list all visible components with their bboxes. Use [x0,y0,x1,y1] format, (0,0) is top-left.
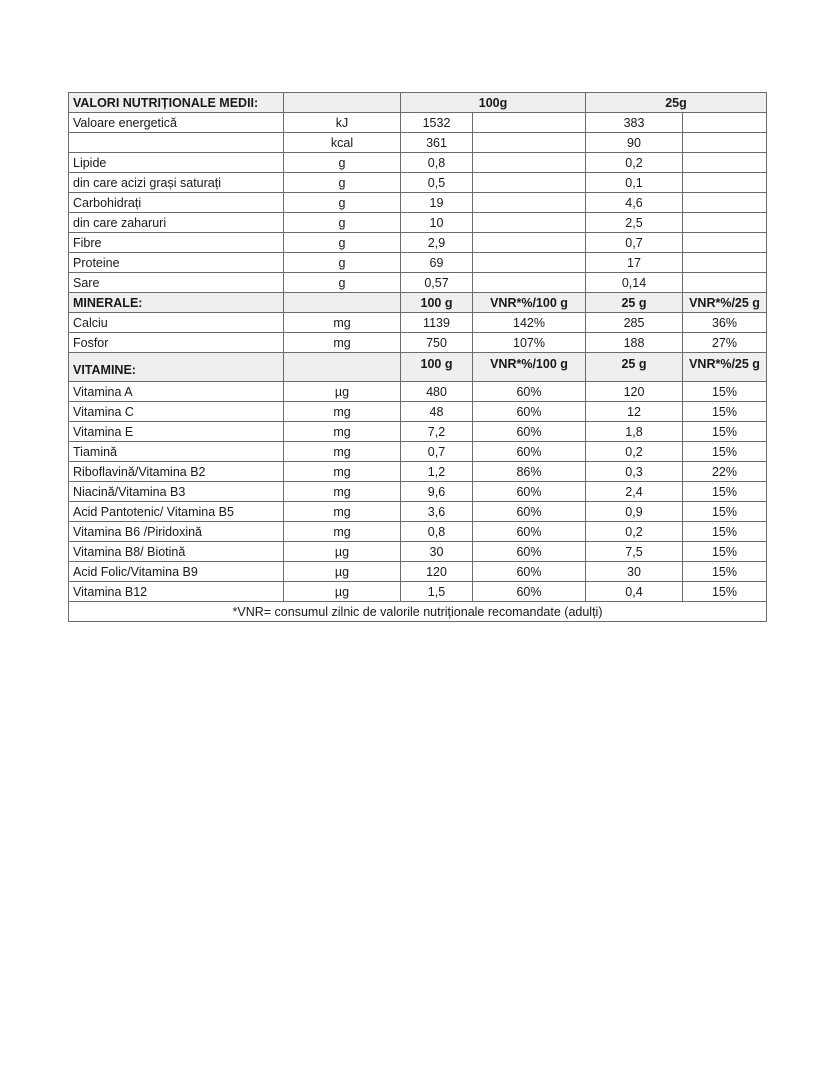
vitamin-value-100g: 3,6 [401,502,473,522]
empty-cell [473,253,586,273]
vitamin-vnr-25g: 15% [683,402,767,422]
unit-header [284,93,401,113]
vitamin-value-25g: 1,8 [586,422,683,442]
vitamin-value-100g: 9,6 [401,482,473,502]
vitamin-value-100g: 1,2 [401,462,473,482]
empty-cell [473,173,586,193]
vitamin-row [69,562,767,582]
nutrient-unit: g [284,173,401,193]
vitamin-vnr-25g: 15% [683,382,767,402]
vitamin-value-25g: 7,5 [586,542,683,562]
vitamin-vnr-25g: 15% [683,522,767,542]
col-header-25g: 25 g [586,293,683,313]
vitamin-vnr-100g: 60% [473,542,586,562]
vitamin-vnr-100g: 60% [473,522,586,542]
nutrient-name: Valoare energetică [69,113,284,133]
col-header-vnr-100g: VNR*%/100 g [473,293,586,313]
col-header-100g: 100 g [401,353,473,382]
mineral-vnr-25g: 27% [683,333,767,353]
mineral-title: MINERALE: [69,293,284,313]
table-title: VALORI NUTRIȚIONALE MEDII: [69,93,284,113]
nutrient-name: din care acizi grași saturați [69,173,284,193]
nutrient-value-25g: 383 [586,113,683,133]
vitamin-vnr-25g: 15% [683,502,767,522]
mineral-row [69,313,767,333]
vitamin-unit: mg [284,422,401,442]
empty-cell [473,273,586,293]
vitamin-name: Acid Folic/Vitamina B9 [69,562,284,582]
mineral-value-25g: 188 [586,333,683,353]
vitamin-name: Vitamina B6 /Piridoxină [69,522,284,542]
vitamin-row [69,542,767,562]
vitamin-vnr-25g: 15% [683,542,767,562]
vitamin-unit: mg [284,462,401,482]
vitamin-vnr-25g: 15% [683,422,767,442]
mineral-name: Calciu [69,313,284,333]
vitamin-row [69,442,767,462]
nutrient-name: Lipide [69,153,284,173]
nutrient-value-25g: 0,7 [586,233,683,253]
col-header-25g: 25g [586,93,767,113]
vitamin-value-25g: 0,2 [586,522,683,542]
vitamin-unit: mg [284,402,401,422]
mineral-value-100g: 1139 [401,313,473,333]
nutrient-value-100g: 19 [401,193,473,213]
empty-cell [683,273,767,293]
vitamin-value-25g: 0,2 [586,442,683,462]
empty-cell [473,213,586,233]
vitamin-row [69,522,767,542]
vitamin-unit: mg [284,442,401,462]
mineral-vnr-100g: 142% [473,313,586,333]
empty-cell [473,113,586,133]
vitamin-value-100g: 7,2 [401,422,473,442]
vitamin-unit: mg [284,482,401,502]
empty-cell [473,153,586,173]
vitamin-vnr-100g: 60% [473,502,586,522]
vitamin-header-row [69,353,767,382]
vitamin-unit: mg [284,502,401,522]
nutrient-name: Carbohidrați [69,193,284,213]
col-header-vnr-25g: VNR*%/25 g [683,353,767,382]
nutrient-value-100g: 361 [401,133,473,153]
vitamin-name: Vitamina C [69,402,284,422]
col-header-100g: 100 g [401,293,473,313]
mineral-header-row [69,293,767,313]
vitamin-vnr-100g: 60% [473,562,586,582]
vitamin-row [69,482,767,502]
vitamin-unit: µg [284,562,401,582]
vitamin-value-25g: 0,4 [586,582,683,602]
vitamin-name: Vitamina A [69,382,284,402]
vitamin-row [69,502,767,522]
nutrient-value-100g: 69 [401,253,473,273]
nutrient-row [69,253,767,273]
empty-cell [683,213,767,233]
vitamin-vnr-25g: 15% [683,582,767,602]
vitamin-name: Tiamină [69,442,284,462]
vitamin-vnr-100g: 86% [473,462,586,482]
empty-cell [683,233,767,253]
vitamin-value-100g: 0,8 [401,522,473,542]
nutrient-row [69,133,767,153]
nutrient-row [69,113,767,133]
vitamin-row [69,462,767,482]
vitamin-value-25g: 0,3 [586,462,683,482]
vitamin-row [69,582,767,602]
vitamin-name: Acid Pantotenic/ Vitamina B5 [69,502,284,522]
vitamin-row [69,422,767,442]
mineral-vnr-100g: 107% [473,333,586,353]
vitamin-vnr-100g: 60% [473,442,586,462]
vitamin-name: Vitamina B8/ Biotină [69,542,284,562]
nutrient-value-100g: 0,57 [401,273,473,293]
nutrient-value-100g: 10 [401,213,473,233]
nutrient-name [69,133,284,153]
vitamin-title: VITAMINE: [69,353,284,382]
nutrient-name: Proteine [69,253,284,273]
col-header-100g: 100g [401,93,586,113]
nutrition-table [68,92,767,622]
mineral-name: Fosfor [69,333,284,353]
vitamin-name: Vitamina B12 [69,582,284,602]
vitamin-vnr-25g: 15% [683,562,767,582]
nutrient-unit: g [284,193,401,213]
empty-cell [683,133,767,153]
vitamin-value-25g: 12 [586,402,683,422]
vitamin-value-100g: 0,7 [401,442,473,462]
vitamin-vnr-25g: 15% [683,442,767,462]
nutrient-value-25g: 90 [586,133,683,153]
vitamin-unit: µg [284,382,401,402]
col-header-vnr-100g: VNR*%/100 g [473,353,586,382]
empty-cell [683,153,767,173]
empty-cell [683,253,767,273]
vitamin-name: Vitamina E [69,422,284,442]
vitamin-vnr-100g: 60% [473,382,586,402]
vitamin-vnr-100g: 60% [473,422,586,442]
nutrient-value-25g: 2,5 [586,213,683,233]
vitamin-value-100g: 30 [401,542,473,562]
nutrient-name: din care zaharuri [69,213,284,233]
vitamin-value-100g: 480 [401,382,473,402]
empty-cell [473,133,586,153]
mineral-vnr-25g: 36% [683,313,767,333]
nutrient-value-100g: 1532 [401,113,473,133]
empty-cell [284,353,401,382]
vitamin-value-25g: 120 [586,382,683,402]
nutrient-row [69,213,767,233]
nutrient-value-100g: 0,8 [401,153,473,173]
nutrient-unit: kJ [284,113,401,133]
nutrient-value-25g: 0,14 [586,273,683,293]
nutrient-unit: g [284,253,401,273]
vitamin-value-25g: 0,9 [586,502,683,522]
nutrient-name: Fibre [69,233,284,253]
mineral-value-25g: 285 [586,313,683,333]
nutrient-row [69,153,767,173]
nutrient-unit: g [284,213,401,233]
vitamin-value-100g: 120 [401,562,473,582]
nutrient-unit: g [284,233,401,253]
col-header-25g: 25 g [586,353,683,382]
vitamin-value-25g: 2,4 [586,482,683,502]
col-header-vnr-25g: VNR*%/25 g [683,293,767,313]
nutrient-unit: g [284,273,401,293]
vitamin-vnr-100g: 60% [473,402,586,422]
empty-cell [683,113,767,133]
nutrient-unit: kcal [284,133,401,153]
vitamin-name: Riboflavină/Vitamina B2 [69,462,284,482]
mineral-unit: mg [284,333,401,353]
nutrient-value-25g: 0,2 [586,153,683,173]
footnote: *VNR= consumul zilnic de valorile nutriționale recomandate (adulți) [69,602,767,622]
mineral-row [69,333,767,353]
nutrient-row [69,193,767,213]
nutrient-row [69,273,767,293]
vitamin-vnr-100g: 60% [473,582,586,602]
vitamin-value-100g: 48 [401,402,473,422]
vitamin-row [69,402,767,422]
nutrient-name: Sare [69,273,284,293]
empty-cell [473,233,586,253]
vitamin-value-25g: 30 [586,562,683,582]
nutrient-unit: g [284,153,401,173]
vitamin-unit: µg [284,582,401,602]
nutrient-value-100g: 0,5 [401,173,473,193]
nutrient-row [69,173,767,193]
mineral-unit: mg [284,313,401,333]
empty-cell [473,193,586,213]
footnote-row [69,602,767,622]
vitamin-unit: mg [284,522,401,542]
nutrient-value-25g: 4,6 [586,193,683,213]
empty-cell [284,293,401,313]
nutrient-row [69,233,767,253]
vitamin-unit: µg [284,542,401,562]
empty-cell [683,193,767,213]
vitamin-row [69,382,767,402]
nutrient-value-100g: 2,9 [401,233,473,253]
nutrient-value-25g: 0,1 [586,173,683,193]
nutrient-value-25g: 17 [586,253,683,273]
mineral-value-100g: 750 [401,333,473,353]
empty-cell [683,173,767,193]
vitamin-vnr-25g: 22% [683,462,767,482]
vitamin-name: Niacină/Vitamina B3 [69,482,284,502]
vitamin-value-100g: 1,5 [401,582,473,602]
vitamin-vnr-25g: 15% [683,482,767,502]
nutrition-header-row [69,93,767,113]
vitamin-vnr-100g: 60% [473,482,586,502]
